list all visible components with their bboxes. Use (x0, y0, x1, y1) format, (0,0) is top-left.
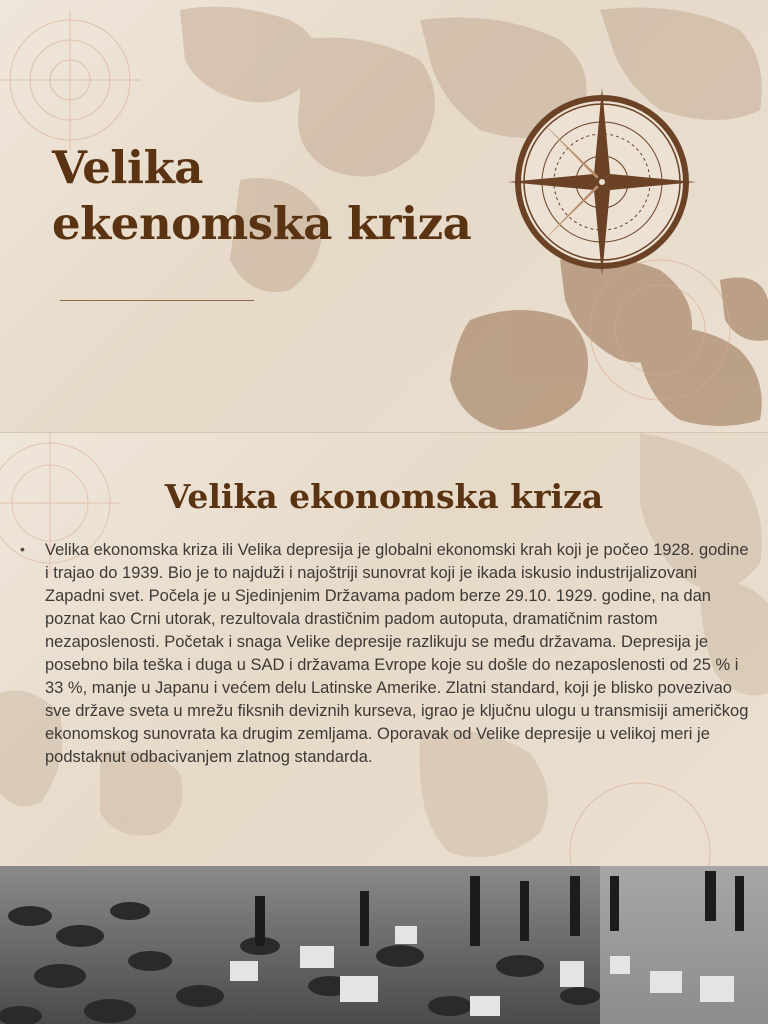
title-line-2: ekenomska kriza (52, 197, 472, 250)
crowd-photo (0, 866, 768, 1024)
compass-rose-icon (506, 86, 698, 278)
title-slide (0, 0, 768, 432)
title-divider (60, 300, 254, 301)
bullet-marker: • (20, 541, 25, 557)
bullet-list (20, 539, 750, 769)
content-slide (0, 432, 768, 867)
body-paragraph: Velika ekonomska kriza ili Velika depresija je globalni ekonomski krah koji je počeo 1928. godine i trajao do 1939. Bio je to najduži i najoštriji sunovrat koji je ikada iskusio industrijalizovani Zapadni svet. Počela je u Sjedinjenim Državama padom berze 29.10. 1929. godine, na dan poznat kao Crni utorak, rezultovala drastičnim padom autoputa, dramatičnim rastom nezaposlenosti. Početak i snaga Velike depresije razlikuju se među državama. Depresija je posebno bila teška i duga u SAD i državama Evrope koje su došle do nezaposlenosti od 25 % i 33 %, manje u Japanu i većem delu Latinske Amerike. Zlatni standard, koji je blisko povezivao sve države sveta u mrežu fiksnih deviznih kurseva, igrao je ključnu ulogu u transmisiji američkog ekonomskog sunovrata ka drugim zemljama. Oporavak od Velike depresije u velikoj meri je podstaknut odbacivanjem zlatnog standarda. (45, 541, 749, 766)
content-heading: Velika ekonomska kriza (164, 477, 604, 516)
slide-title (52, 140, 471, 252)
title-line-1: Velika (52, 141, 203, 194)
